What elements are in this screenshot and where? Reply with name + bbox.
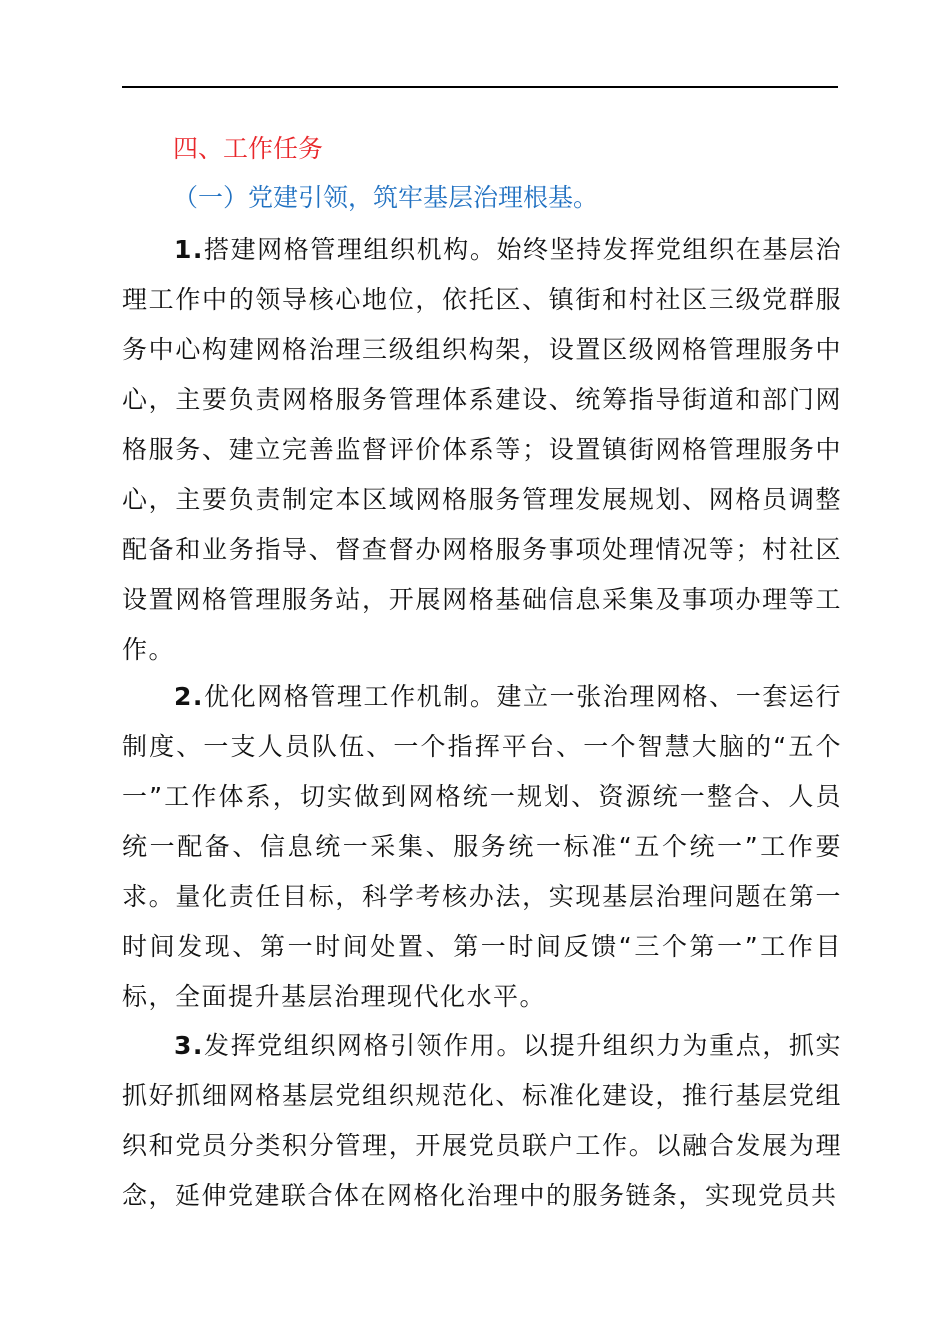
subsection-heading: （一）党建引领，筑牢基层治理根基。 xyxy=(173,183,599,212)
paragraph-1 xyxy=(122,225,842,675)
paragraph-text: 搭建网格管理组织机构。始终坚持发挥党组织在基层治理工作中的领导核心地位，依托区、镇街和村社区三级党群服务中心构建网格治理三级组织构架，设置区级网格管理服务中心，主要负责网格服务管理体系建设、统筹指导街道和部门网格服务、建立完善监督评价体系等；设置镇街网格管理服务中心，主要负责制定本区域网格服务管理发展规划、网格员调整配备和业务指导、督查督办网格服务事项处理情况等；村社区设置网格管理服务站，开展网格基础信息采集及事项办理等工作。 xyxy=(122,235,842,664)
paragraph-text: 优化网格管理工作机制。建立一张治理网格、一套运行制度、一支人员队伍、一个指挥平台、一个智慧大脑的“五个一”工作体系，切实做到网格统一规划、资源统一整合、人员统一配备、信息统一采集、服务统一标准“五个统一”工作要求。量化责任目标，科学考核办法，实现基层治理问题在第一时间发现、第一时间处置、第一时间反馈“三个第一”工作目标，全面提升基层治理现代化水平。 xyxy=(122,682,842,1011)
header-rule xyxy=(122,86,838,88)
paragraph-number: 3. xyxy=(174,1031,204,1060)
section-heading: 四、工作任务 xyxy=(173,134,324,163)
paragraph-number: 1. xyxy=(174,235,204,264)
paragraph-2 xyxy=(122,672,842,1022)
paragraph-3 xyxy=(122,1021,842,1221)
paragraph-text: 发挥党组织网格引领作用。以提升组织力为重点，抓实抓好抓细网格基层党组织规范化、标准化建设，推行基层党组织和党员分类积分管理，开展党员联户工作。以融合发展为理念，延伸党建联合体在网格化治理中的服务链条，实现党员共 xyxy=(122,1031,842,1210)
paragraph-number: 2. xyxy=(174,682,204,711)
